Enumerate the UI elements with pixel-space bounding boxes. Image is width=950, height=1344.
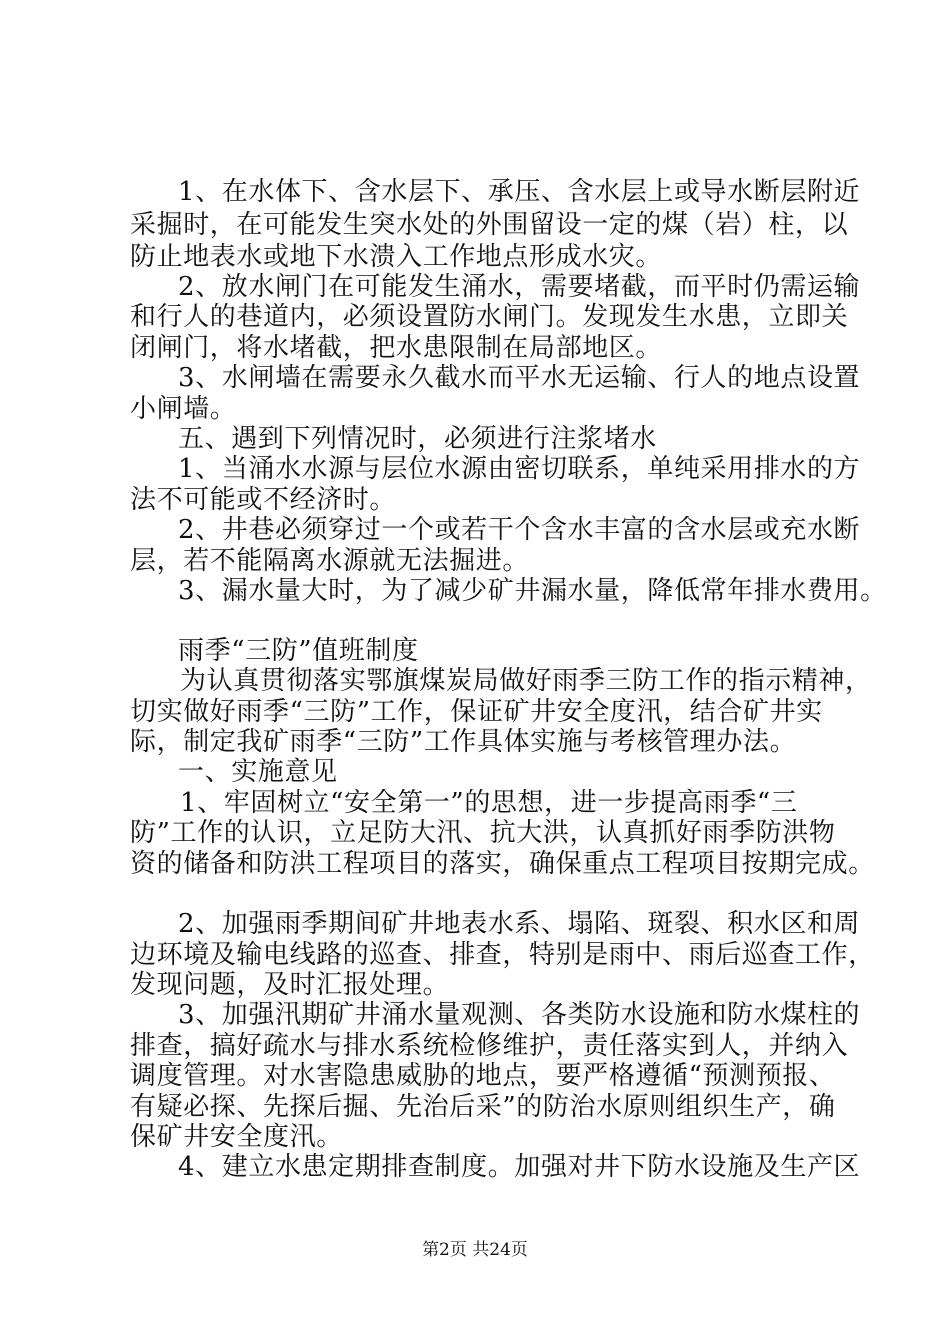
text-line: 有疑必探、先探后掘、先治后采”的防治水原则组织生产，确 — [130, 1092, 836, 1122]
text-line: 3、加强汛期矿井涌水量观测、各类防水设施和防水煤柱的 — [178, 1000, 861, 1030]
page-footer: 第2页 共24页 — [422, 1240, 528, 1260]
text-line: 切实做好雨季“三防”工作，保证矿井安全度汛，结合矿井实 — [130, 697, 823, 727]
text-line: 发现问题，及时汇报处理。 — [130, 970, 450, 1000]
text-line: 保矿井安全度汛。 — [130, 1122, 343, 1152]
section-heading: 五、遇到下列情况时，必须进行注浆堵水 — [178, 424, 657, 454]
text-line: 3、漏水量大时，为了减少矿井漏水量，降低常年排水费用。 — [178, 576, 887, 606]
text-line: 4、建立水患定期排查制度。加强对井下防水设施及生产区 — [178, 1152, 861, 1182]
text-line: 闭闸门，将水堵截，把水患限制在局部地区。 — [130, 333, 663, 363]
text-line: 防止地表水或地下水溃入工作地点形成水灾。 — [130, 242, 663, 272]
text-line: 法不可能或不经济时。 — [130, 485, 397, 515]
text-line: 资的储备和防洪工程项目的落实，确保重点工程项目按期完成。 — [130, 849, 875, 879]
text-line: 为认真贯彻落实鄂旗煤炭局做好雨季三防工作的指示精神， — [180, 666, 872, 696]
text-line: 层，若不能隔离水源就无法掘进。 — [130, 546, 530, 576]
text-line: 1、当涌水水源与层位水源由密切联系，单纯采用排水的方 — [178, 454, 861, 484]
text-line: 采掘时，在可能发生突水处的外围留设一定的煤（岩）柱，以 — [130, 210, 849, 240]
text-line: 边环境及输电线路的巡查、排查，特别是雨中、雨后巡查工作， — [130, 940, 875, 970]
text-line: 防”工作的认识，立足防大汛、抗大洪，认真抓好雨季防洪物 — [130, 818, 836, 848]
text-line: 2、井巷必须穿过一个或若干个含水丰富的含水层或充水断 — [178, 515, 861, 545]
document-title: 雨季“三防”值班制度 — [178, 636, 419, 666]
text-line: 际，制定我矿雨季“三防”工作具体实施与考核管理办法。 — [130, 727, 797, 757]
section-heading: 一、实施意见 — [178, 757, 338, 787]
text-line: 小闸墙。 — [130, 394, 237, 424]
text-line: 排查，搞好疏水与排水系统检修维护，责任落实到人，并纳入 — [130, 1031, 849, 1061]
text-line: 3、水闸墙在需要永久截水而平水无运输、行人的地点设置 — [178, 363, 861, 393]
text-line: 调度管理。对水害隐患威胁的地点，要严格遵循“预测预报、 — [130, 1061, 836, 1091]
text-line: 1、在水体下、含水层下、承压、含水层上或导水断层附近 — [178, 177, 861, 207]
text-line: 和行人的巷道内，必须设置防水闸门。发现发生水患，立即关 — [130, 302, 849, 332]
text-line: 2、加强雨季期间矿井地表水系、塌陷、斑裂、积水区和周 — [178, 909, 861, 939]
text-line: 1、牢固树立“安全第一”的思想，进一步提高雨季“三 — [180, 788, 798, 818]
text-line: 2、放水闸门在可能发生涌水，需要堵截，而平时仍需运输 — [178, 272, 861, 302]
